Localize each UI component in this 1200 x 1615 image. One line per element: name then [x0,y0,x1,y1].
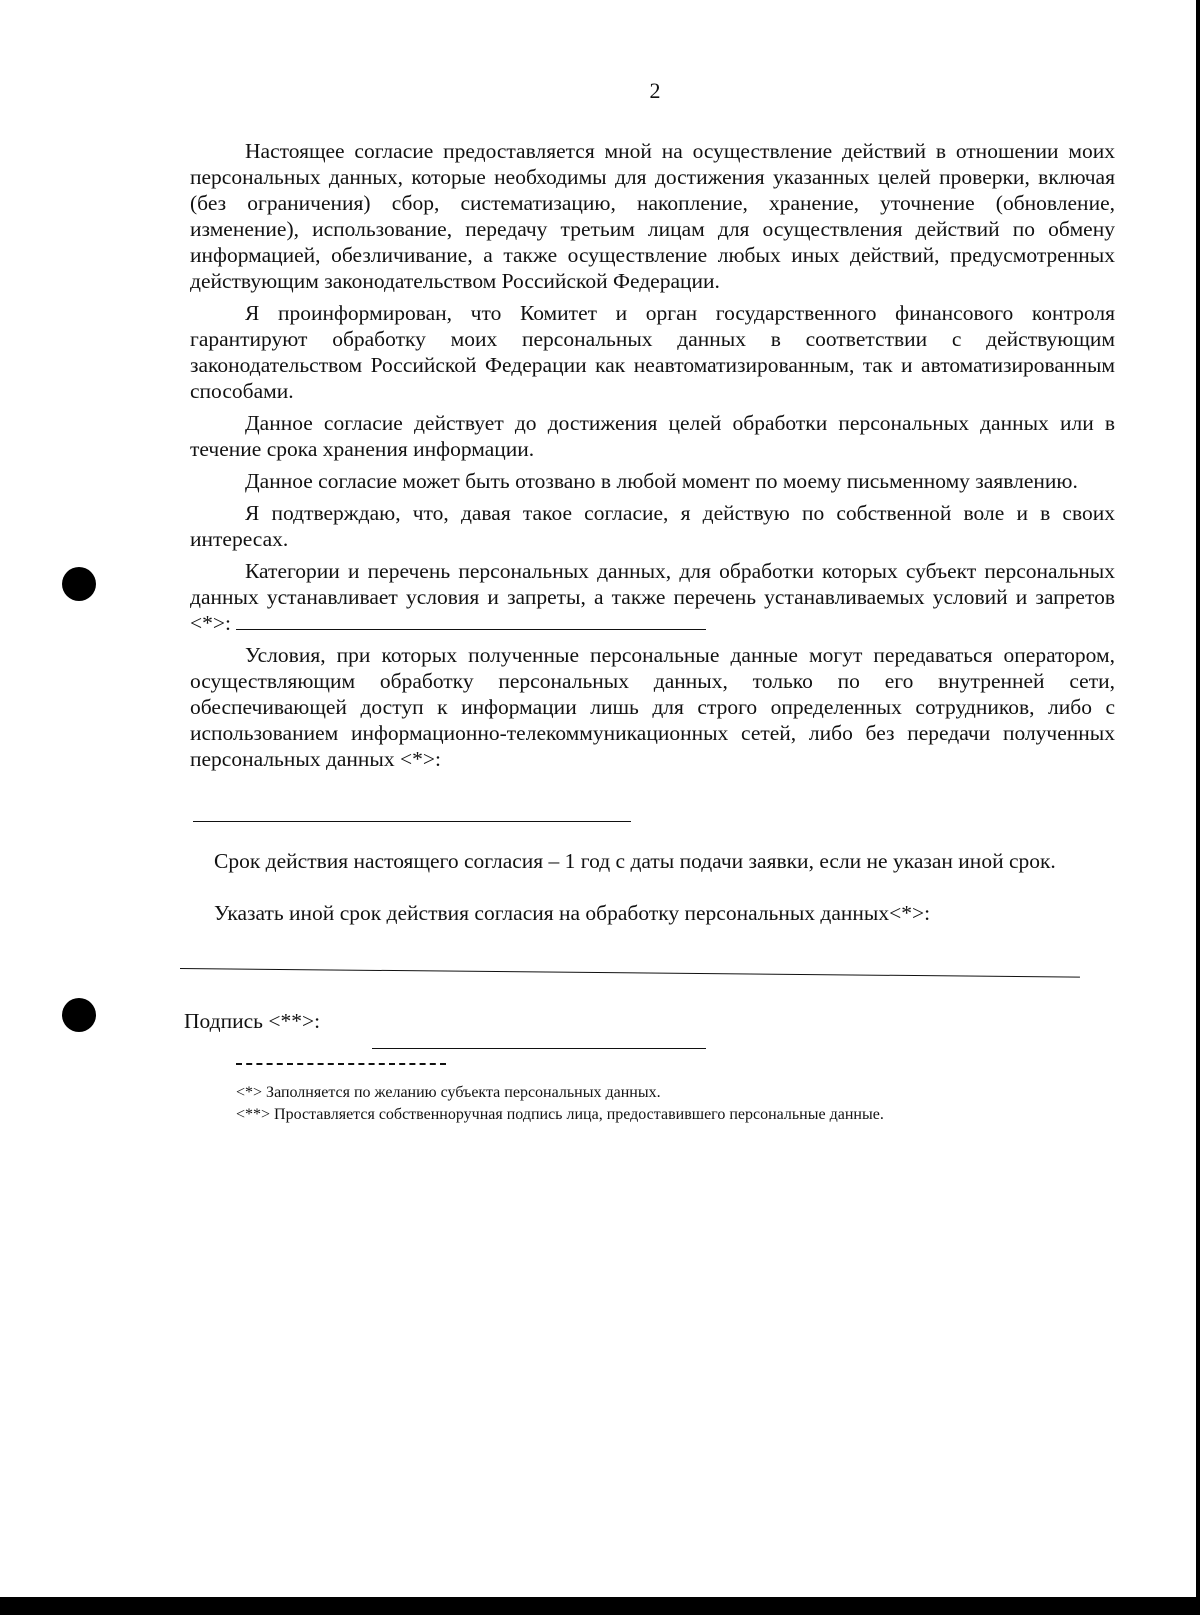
scan-edge-bottom [0,1597,1200,1615]
conditions-fill-line[interactable] [193,821,631,822]
validity-text: Срок действия настоящего согласия – 1 год с даты подачи заявки, если не указан иной срок. [214,849,1056,873]
categories-fill-line[interactable] [236,613,706,630]
consent-body [190,138,1115,778]
punch-hole-top [62,567,96,601]
paragraph-categories [190,558,1115,636]
paragraph-actions: Настоящее согласие предоставляется мной на осуществление действий в отношении моих персональных данных, которые необходимы для достижения указанных целей проверки, включая (без ограничения) сбор, систематизацию, накопление, хранение, уточнение (обновление, изменение), использование, передачу третьим лицам для осуществления действий по обмену информацией, обезличивание, а также осуществление любых иных действий, предусмотренных действующим законодательством Российской Федерации. [190,139,1115,293]
paragraph-revocation: Данное согласие может быть отозвано в любой момент по моему письменному заявлению. [245,469,1078,493]
paragraph-own-will: Я подтверждаю, что, давая такое согласие, я действую по собственной воле и в своих интересах. [190,501,1115,551]
footnote-separator [236,1063,446,1065]
footnote-signature: <**> Проставляется собственноручная подпись лица, предоставившего персональные данные. [236,1106,884,1123]
other-term-fill-line[interactable] [180,968,1080,978]
page-number: 2 [649,78,661,103]
other-term-text: Указать иной срок действия согласия на обработку персональных данных<*>: [214,901,931,925]
categories-text: Категории и перечень персональных данных, для обработки которых субъект персональных данных устанавливает условия и запреты, а также перечень устанавливаемых условий и запретов <*>: [190,559,1115,635]
paragraph-conditions: Условия, при которых полученные персональные данные могут передаваться оператором, осуществляющим обработку персональных данных, только по его внутренней сети, обеспечивающей доступ к информации лишь для строго определенных сотрудников, либо с использованием информационно-телекоммуникационных сетей, либо без передачи полученных персональных данных <*>: [190,643,1115,771]
punch-hole-bottom [62,998,96,1032]
signature-line[interactable] [372,1048,706,1049]
signature-label: Подпись <**>: [184,1009,321,1033]
footnote-optional: <*> Заполняется по желанию субъекта персональных данных. [236,1084,661,1101]
paragraph-duration: Данное согласие действует до достижения целей обработки персональных данных или в течение срока хранения информации. [190,411,1115,461]
paragraph-informed: Я проинформирован, что Комитет и орган государственного финансового контроля гарантируют обработку моих персональных данных в соответствии с действующим законодательством Российской Федерации как неавтоматизированным, так и автоматизированным способами. [190,301,1115,403]
scan-edge-right [1196,0,1200,1615]
